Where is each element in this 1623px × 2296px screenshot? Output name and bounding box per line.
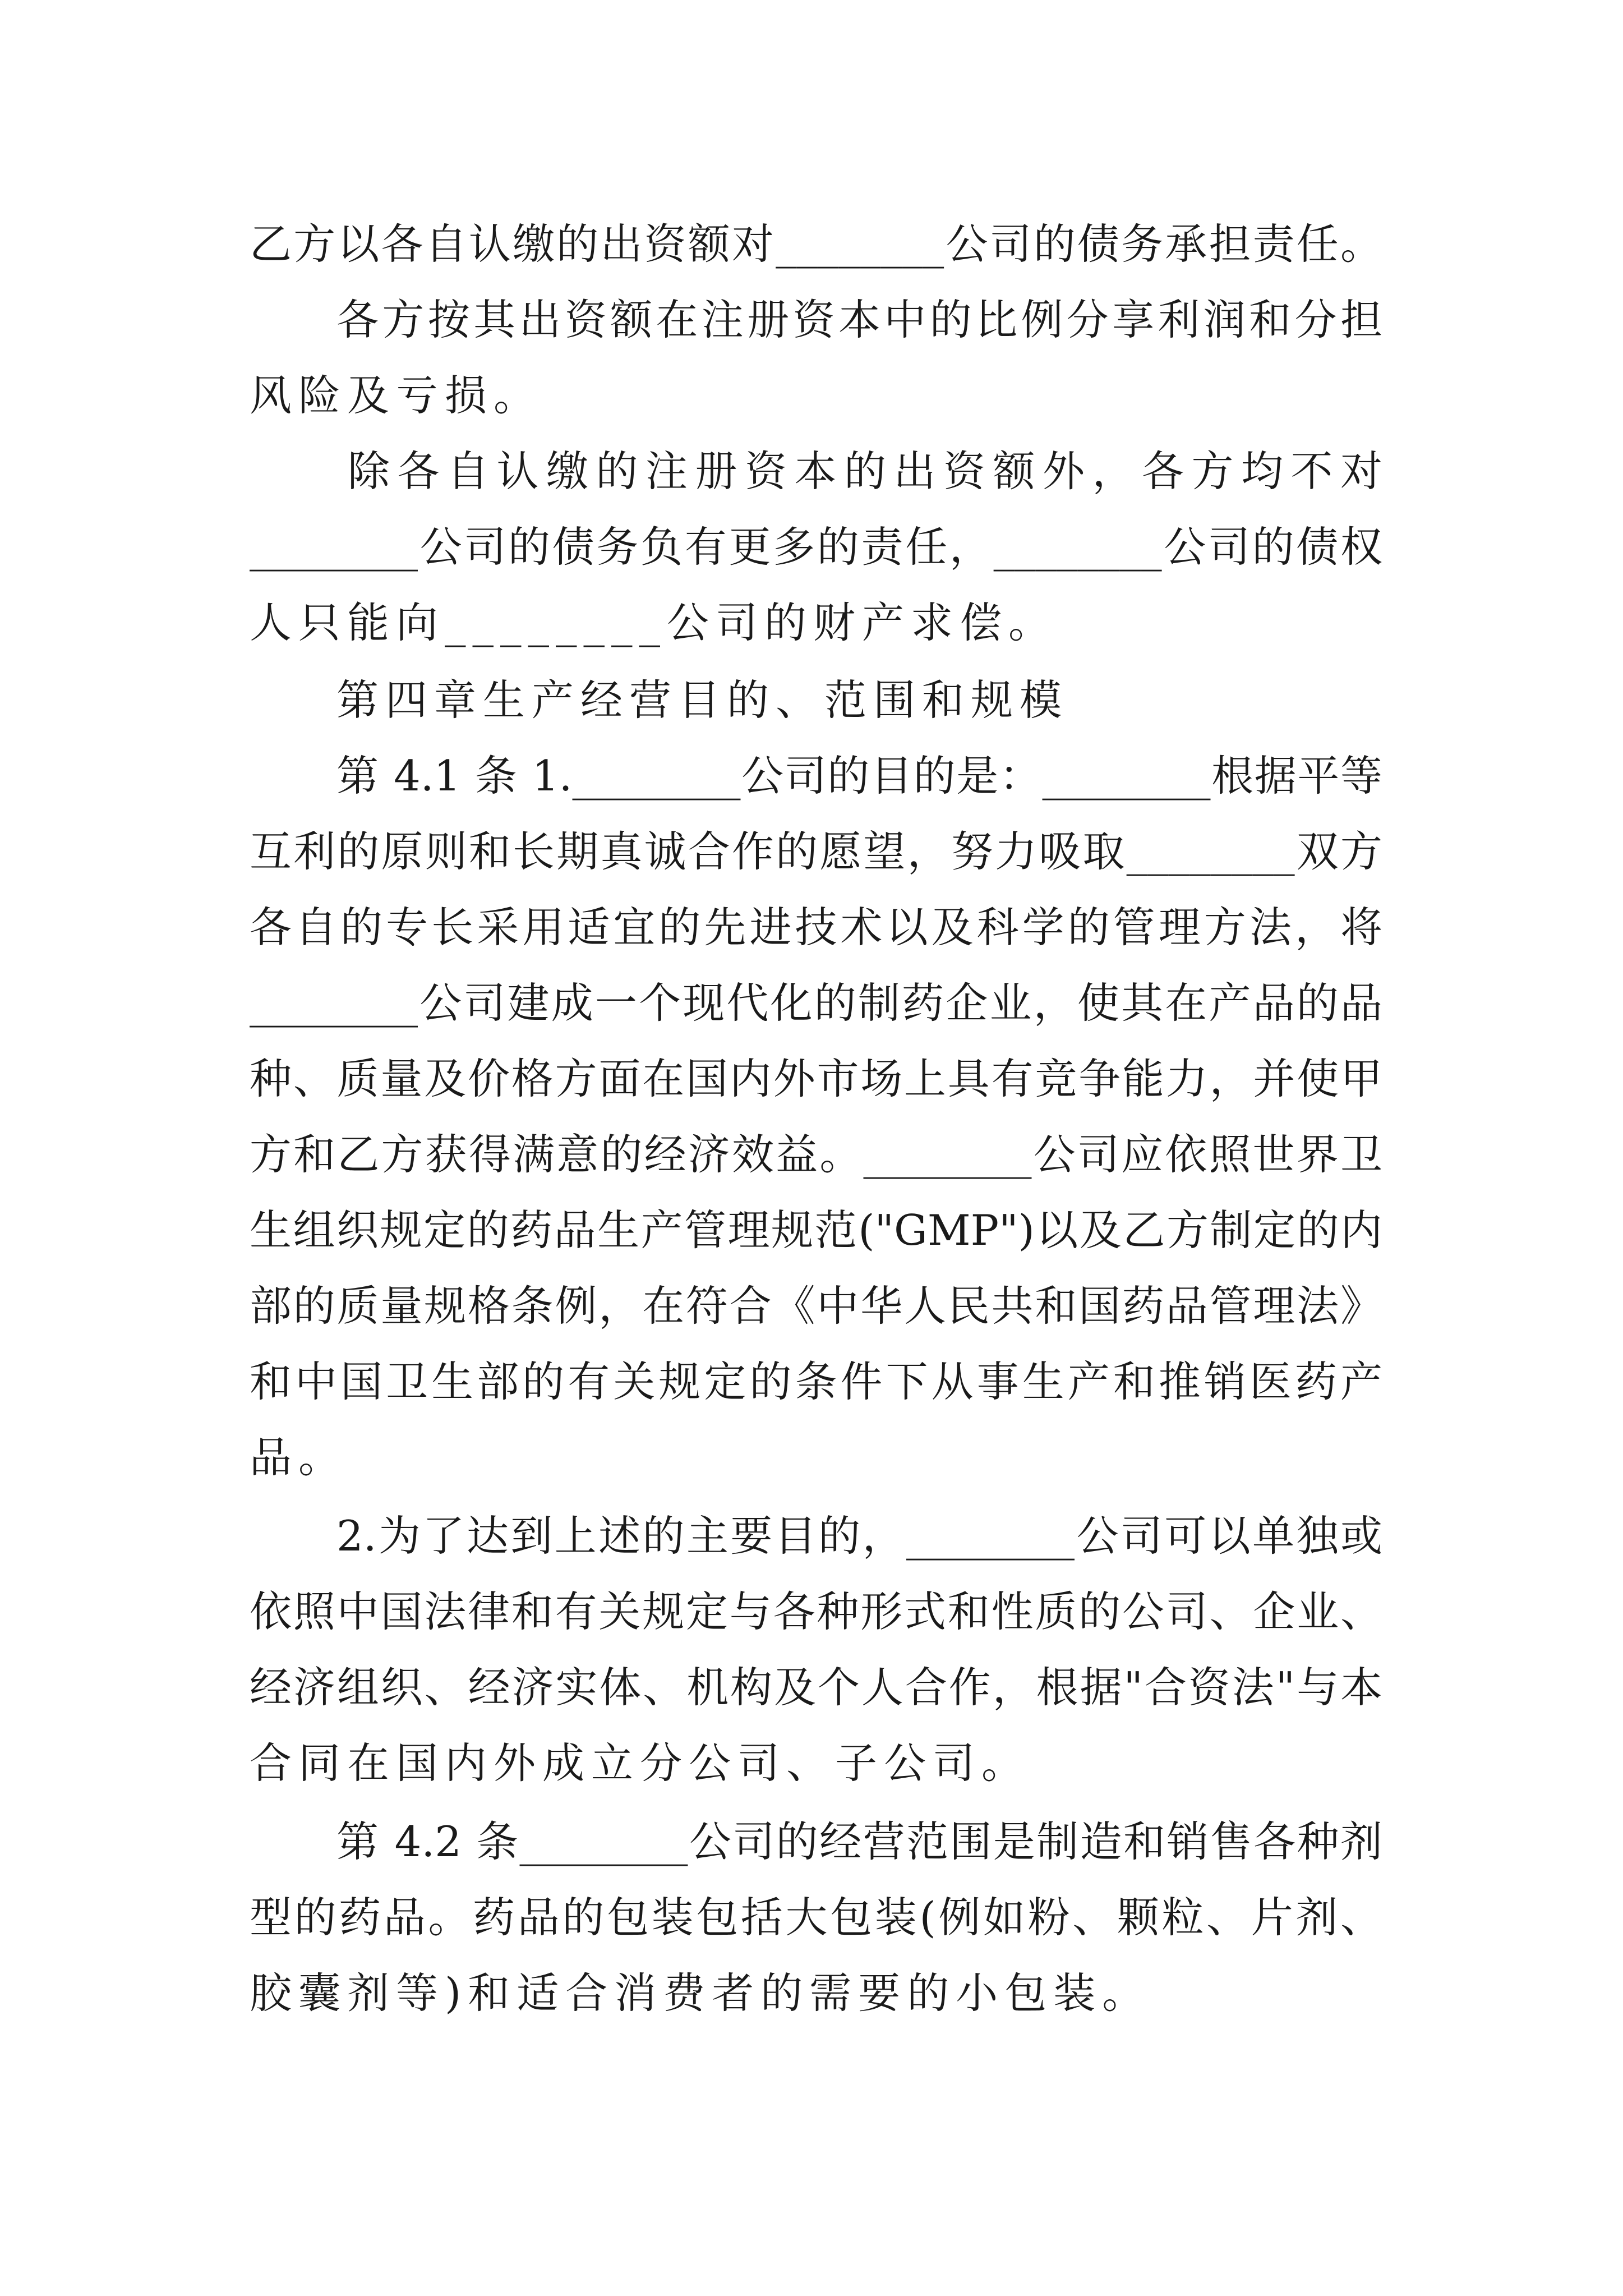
text-line-2: 各方按其出资额在注册资本中的比例分享利润和分担 [336,295,1382,344]
text-line-5: ________公司的债务负有更多的责任，________公司的债权 [250,522,1382,572]
text-line-19: 依照中国法律和有关规定与各种形式和性质的公司、企业、 [250,1587,1382,1636]
text-line-23: 型的药品。药品的包装包括大包装(例如粉、颗粒、片剂、 [250,1893,1382,1942]
text-line-13: 方和乙方获得满意的经济效益。________公司应依照世界卫 [250,1130,1382,1179]
text-line-14: 生组织规定的药品生产管理规范("GMP")以及乙方制定的内 [250,1205,1382,1255]
text-line-22: 第 4.2 条________公司的经营范围是制造和销售各种剂 [336,1817,1382,1866]
text-line-8: 第 4.1 条 1.________公司的目的是：________根据平等 [336,751,1382,800]
text-line-16: 和中国卫生部的有关规定的条件下从事生产和推销医药产 [250,1357,1382,1406]
text-line-24: 胶囊剂等)和适合消费者的需要的小包装。 [250,1968,1151,2018]
text-line-11: ________公司建成一个现代化的制药企业，使其在产品的品 [250,978,1382,1028]
text-line-4: 除各自认缴的注册资本的出资额外，各方均不对 [348,447,1382,496]
text-line-9: 互利的原则和长期真诚合作的愿望，努力吸取________双方 [250,827,1382,876]
chapter-heading: 第四章生产经营目的、范围和规模 [336,675,1069,725]
text-line-6: 人只能向________公司的财产求偿。 [250,598,1058,647]
text-line-1: 乙方以各自认缴的出资额对________公司的债务承担责任。 [250,219,1382,269]
text-line-3: 风险及亏损。 [250,371,543,420]
text-line-18: 2.为了达到上述的主要目的，________公司可以单独或 [336,1511,1382,1561]
text-line-17: 品。 [250,1433,348,1482]
text-line-10: 各自的专长采用适宜的先进技术以及科学的管理方法，将 [250,903,1382,952]
text-line-21: 合同在国内外成立分公司、子公司。 [250,1738,1031,1788]
text-line-15: 部的质量规格条例，在符合《中华人民共和国药品管理法》 [250,1281,1382,1331]
text-line-12: 种、质量及价格方面在国内外市场上具有竞争能力，并使甲 [250,1054,1382,1103]
text-line-20: 经济组织、经济实体、机构及个人合作，根据"合资法"与本 [250,1663,1382,1712]
